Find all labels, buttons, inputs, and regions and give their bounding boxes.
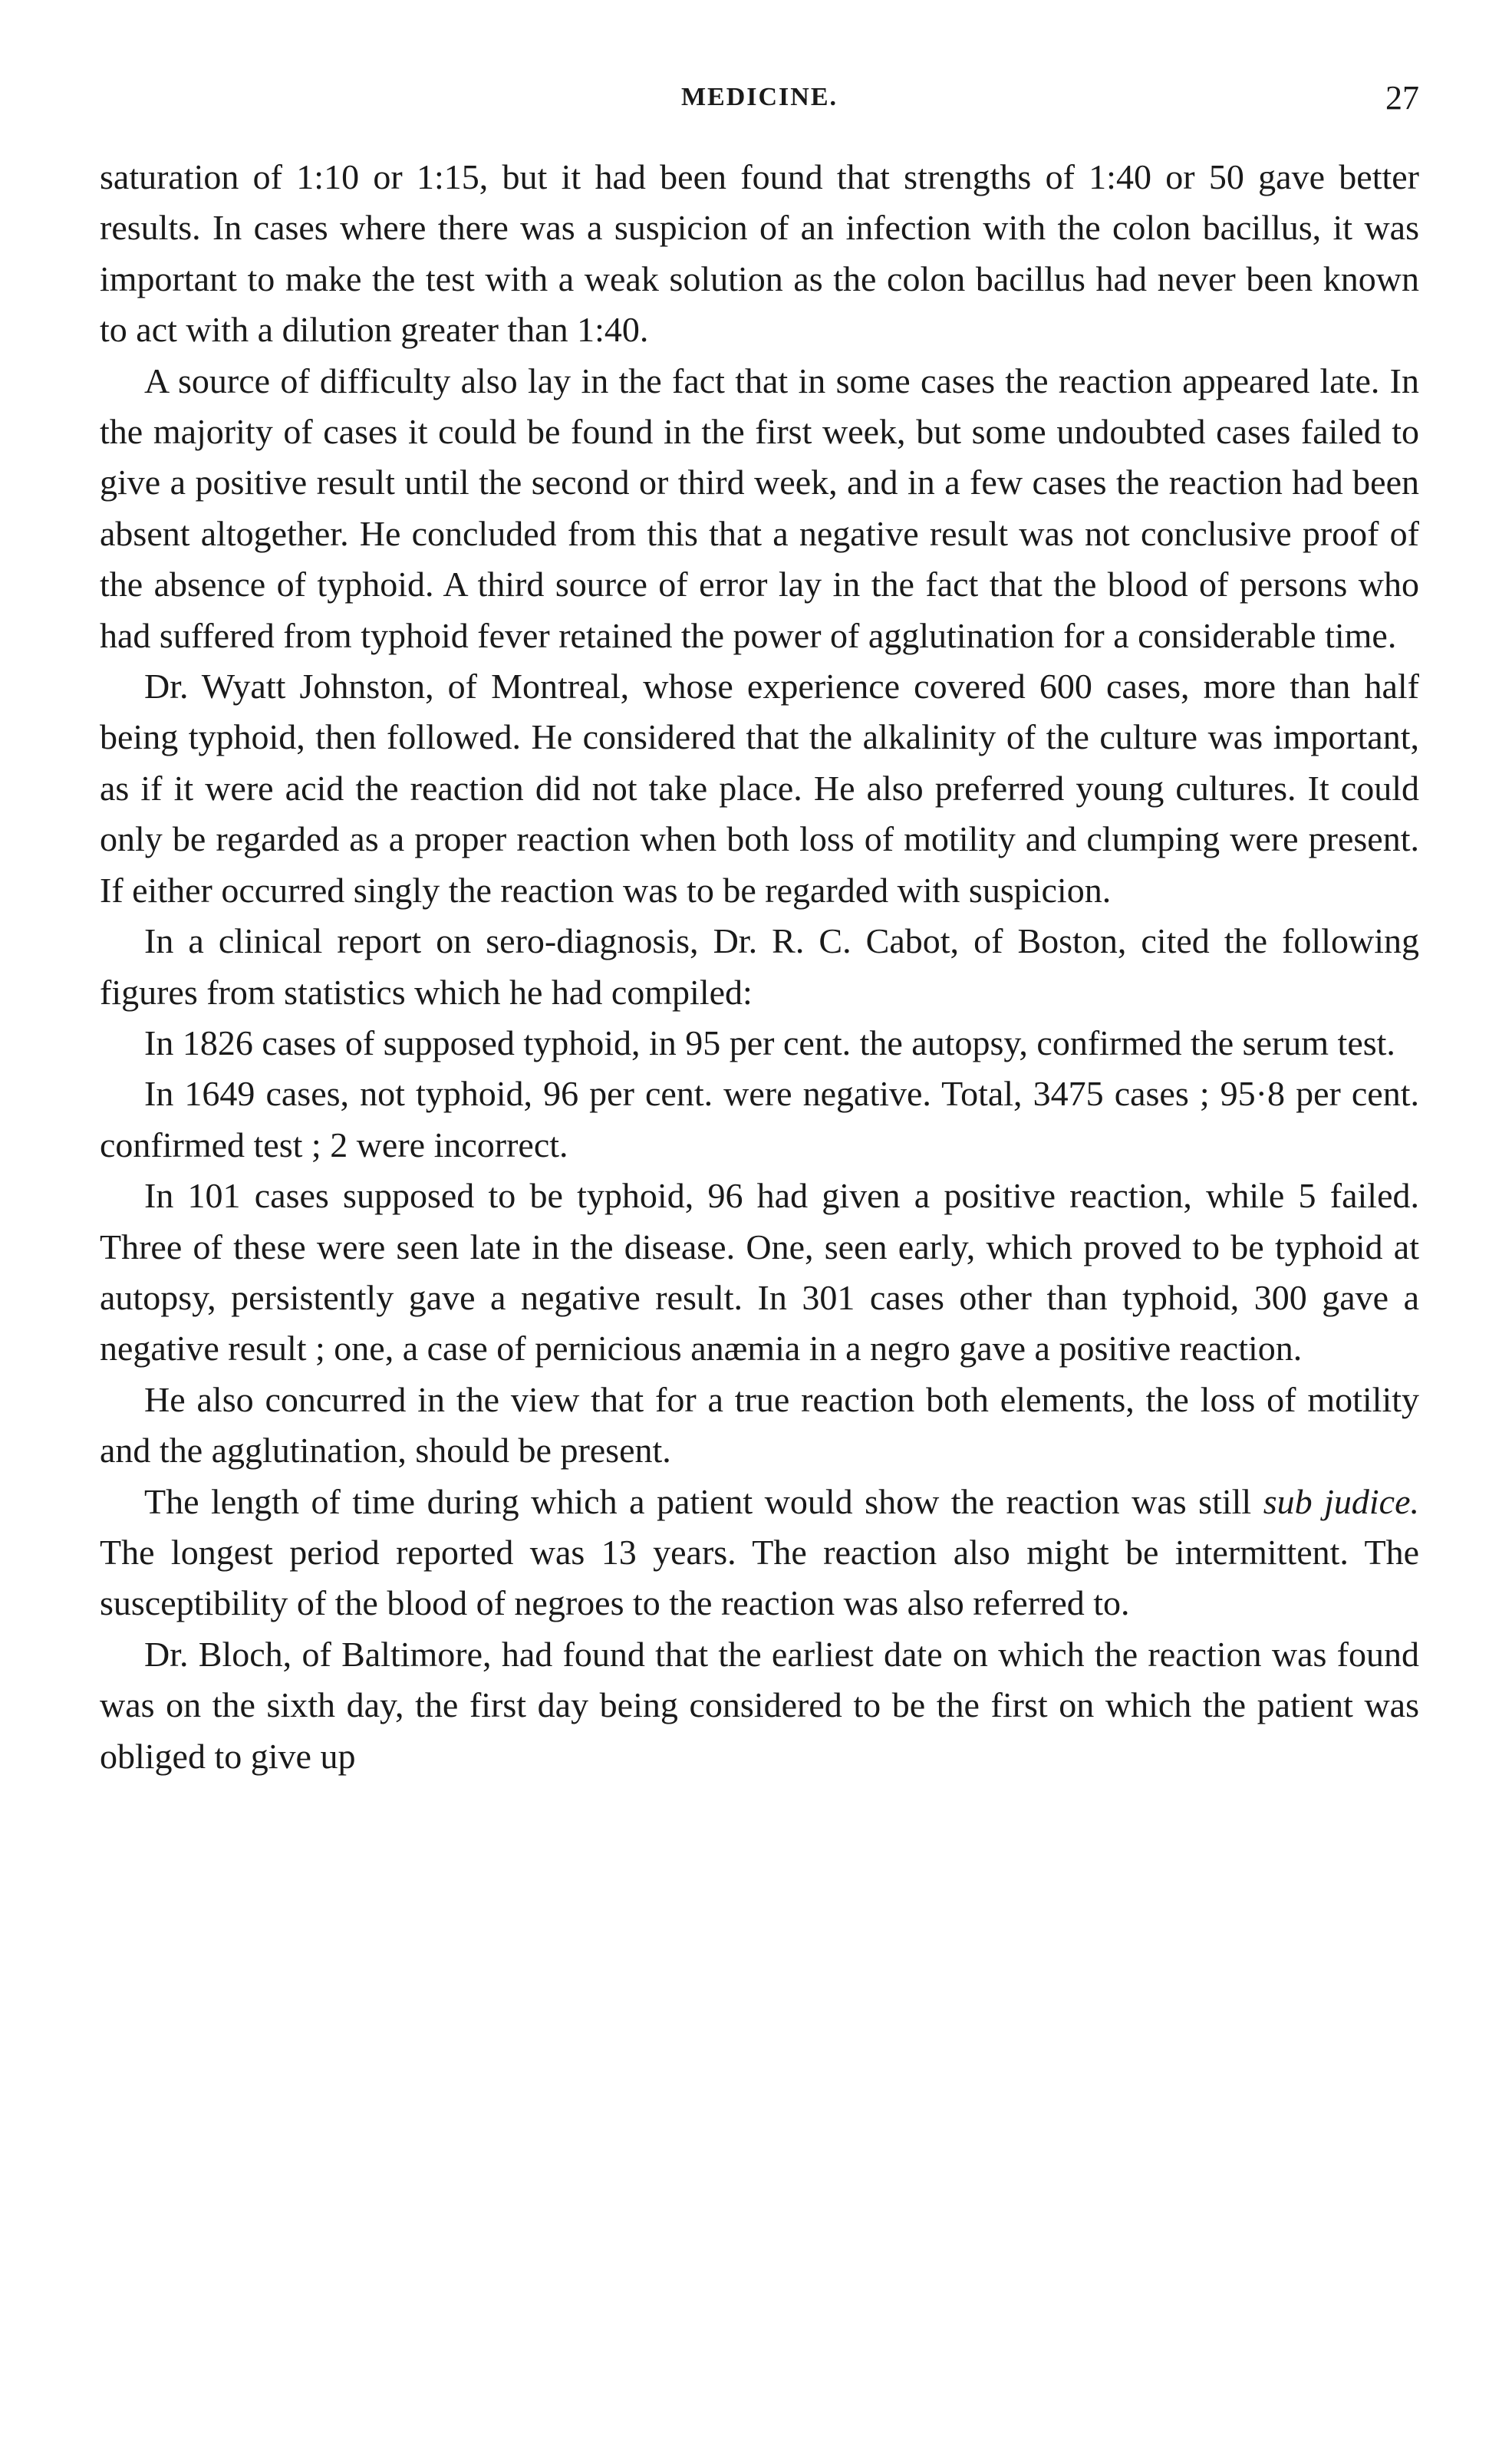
paragraph-4: In a clinical report on sero-diagnosis, Dr. R. C. Cabot, of Boston, cited the following figures from statistics which he had compiled: [100,921,1419,1012]
page-number: 27 [1385,79,1419,117]
paragraph-9-after: The longest period reported was 13 years. The reaction also might be intermittent. The susceptibility of the blood of negroes to the reaction was also referred to. [100,1532,1419,1623]
page-header [100,79,1419,121]
paragraph-8: He also concurred in the view that for a true reaction both elements, the loss of motility and the agglutination, should be present. [100,1379,1419,1471]
paragraph-5: In 1826 cases of supposed typhoid, in 95 per cent. the autopsy, confirmed the serum test. [144,1023,1395,1062]
paragraph-10: Dr. Bloch, of Baltimore, had found that the earliest date on which the reaction was found was on the sixth day, the first day being considered to be the first on which the patient was obliged to give up [100,1634,1419,1776]
paragraph-2: A source of difficulty also lay in the fact that in some cases the reaction appeared late. In the majority of cases it could be found in the first week, but some undoubted cases failed to give a positive result until the second or third week, and in a few cases the reaction had been absent altogether. He concluded from this that a negative result was not conclusive proof of the absence of typhoid. A third source of error lay in the fact that the blood of persons who had suffered from typhoid fever retained the power of agglutination for a considerable time. [100,361,1419,655]
paragraph-7: In 101 cases supposed to be typhoid, 96 had given a positive reaction, while 5 failed. Three of these were seen late in the disease. One, seen early, which proved to be typhoid at autopsy, persistently gave a negative result. In 301 cases other than typhoid, 300 gave a negative result ; one, a case of pernicious anæmia in a negro gave a positive reaction. [100,1176,1419,1368]
paragraph-9-italic: sub judice. [1263,1481,1420,1521]
paragraph-1: saturation of 1:10 or 1:15, but it had been found that strengths of 1:40 or 50 gave better results. In cases where there was a suspicion of an infection with the colon bacillus, it was important to make the test with a weak solution as the colon bacillus had never been known to act with a dilution greater than 1:40. [100,157,1419,350]
paragraph-9-before: The length of time during which a patient would show the reaction was still [144,1481,1263,1521]
running-head: MEDICINE. [680,83,838,111]
paragraph-9 [100,1477,1419,1629]
body-text [100,152,1419,1782]
paragraph-3: Dr. Wyatt Johnston, of Montreal, whose experience covered 600 cases, more than half being typhoid, then followed. He considered that the alkalinity of the culture was important, as if it were acid the reaction did not take place. He also preferred young cultures. It could only be regarded as a proper reaction when both loss of motility and clumping were present. If either occurred singly the reaction was to be regarded with suspicion. [100,667,1419,910]
paragraph-6: In 1649 cases, not typhoid, 96 per cent. were negative. Total, 3475 cases ; 95·8 per cent. confirmed test ; 2 were incorrect. [100,1074,1419,1164]
